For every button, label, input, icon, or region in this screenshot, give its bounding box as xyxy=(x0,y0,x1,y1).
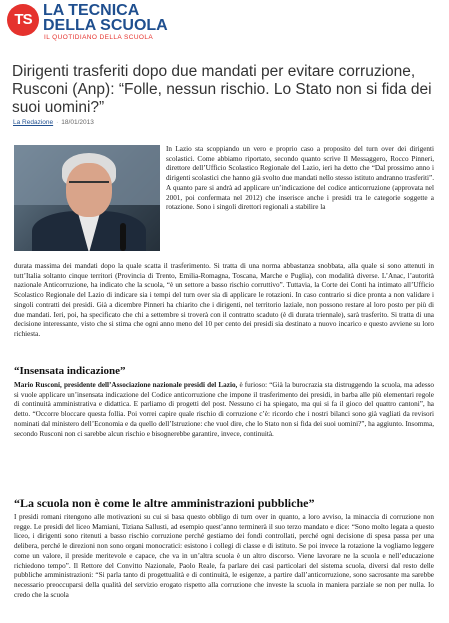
site-logo-icon[interactable]: TS xyxy=(7,4,39,36)
photo-glasses xyxy=(69,181,109,192)
article-paragraph: I presidi romani ritengono alle motivazioni su cui si basa questo obbligo di turn over in quanto, a loro avviso, la minaccia di corruzione non regge. Le presidi del liceo Mamiani, Tiziana Sallusti, ad esempio quest’anno terminerà il suo terzo mandato e dice: “Sono molto legata a questo liceo, i dirigenti sono ritenuti a basso rischio corruzione perché gestiamo dei fondi controllati, perché ogni decisione di spesa passa per una delibera, perché le direzioni non sono organi monocratici: esistono i collegi di classe e di istituto. Se poi invece la rotazione la vogliamo leggere come un valore, il preside meritevole e capace, che va in un’altra scuola è un altro discorso. Viene lavorare ne la scuola e nell’educazione richiedono tempo”. Il Rettore del Convitto Nazionale, Paolo Reale, fa parlare dei casi particolari del sistema scuola, diversi dal resto delle pubbliche amministrazioni: “Si parla tanto di progettualità e di continuità, le esigenze, a partire dall’anticorruzione, sono sacrosante ma sarebbe necessario preoccuparsi della qualità del servizio erogato rispetto alla corruzione che investe la scuola in maniera parziale se non per nulla. Io credo che la scuola xyxy=(14,513,434,599)
byline-separator: · xyxy=(56,119,59,126)
article-intro: In Lazio sta scoppiando un vero e proprio caso a proposito del turn over dei dirigenti scolastici. Come abbiamo riportato, secondo quanto scrive Il Messaggero, Rocco Pinneri, direttore dell’Ufficio Scolastico Regionale del Lazio, ieri ha detto che “Dal prossimo anno i dirigenti scolastici che hanno già svolto due mandati nello stesso istituto andranno trasferiti”. A quanto pare si andrà ad applicare un’indicazione del codice anticorruzione (approvata nel 2001, poi confermata nel 2012) che inserisce anche i presidi tra le categorie soggette a rotazione. Sono i singoli direttori regionali a stabilire la xyxy=(166,145,434,212)
portrait-photo xyxy=(14,145,160,251)
site-title[interactable] xyxy=(43,3,168,33)
article-paragraph xyxy=(14,381,434,439)
byline-date: 18/01/2013 xyxy=(61,119,94,126)
microphone-icon xyxy=(120,223,126,251)
site-title-line2: DELLA SCUOLA xyxy=(43,17,168,34)
quote-lead: Mario Rusconi, presidente dell’Associazione nazionale presidi del Lazio, xyxy=(14,381,238,389)
article-paragraph: durata massima dei mandati dopo la quale scatta il trasferimento. Si tratta di una norma abbastanza snobbata, alla quale si sono attenuti in tutt’Italia soltanto cinque territori (Provincia di Trento, Emilia-Romagna, Toscana, Marche e Puglia), con modalità diverse. L’Anac, l’autorità nazionale Anticorruzione, ha indicato che la scuola, “è un settore a basso rischio corruttivo”. Tuttavia, la Corte dei Conti ha intimato all’Ufficio Scolastico Regionale del Lazio di indicare sia i tempi del turn over sia di applicare le rotazioni. In caso contrario si dice pronta a non validare i singoli contratti dei presidi. Già a dicembre Pinneri ha chiarito che i dirigenti, nel territorio laziale, non possono restare al loro posto per più di due mandati. Ieri, poi, ha specificato che chi a settembre si troverà con il contratto scaduto (è di durata triennale), sarà trasferito. Si tratta di una decisione interessante, visto che si stima che ogni anno meno del 10 per cento dei presidi sia destinato a nuovo incarico e questo avviene su loro richiesta. xyxy=(14,262,434,338)
byline-author-link[interactable]: La Redazione xyxy=(13,119,54,126)
site-tagline: IL QUOTIDIANO DELLA SCUOLA xyxy=(44,34,154,41)
section-heading: “La scuola non è come le altre amministrazioni pubbliche” xyxy=(14,496,315,510)
site-masthead[interactable] xyxy=(7,4,237,40)
article-headline: Dirigenti trasferiti dopo due mandati per evitare corruzione, Rusconi (Anp): “Folle, nessun rischio. Lo Stato non si fida dei suoi uomini?” xyxy=(12,63,432,116)
quote-body: è furioso: “Già la burocrazia sta distruggendo la scuola, ma adesso si vuole applicare un’insensata indicazione del Codice anticorruzione che impone il trasferimento dei presidi, in barba alle più elementari regole di continuità amministrativa e didattica. E parliamo di progetti del post. Nessuno ci ha spiegato, ma qui si fa il gioco del quattro cantoni”, ha detto. “Occorre bloccare questa follia. Poi vorrei capire quale rischio di corruzione c’è: ricordo che i nostri bilanci sono già vagliati da revisori nominati dal ministero dell’Economia e da quello dell’Istruzione: che vuol dire, che lo Stato non si fida dei suoi uomini?”, ha aggiunto. Insomma, secondo Rusconi non ci sarebbe alcun rischio e bisognerebbe garantire, invece, continuità. xyxy=(14,381,435,438)
section-heading: “Insensata indicazione” xyxy=(14,365,126,377)
article-byline xyxy=(13,119,94,126)
site-title-line1: LA TECNICA xyxy=(43,2,140,19)
